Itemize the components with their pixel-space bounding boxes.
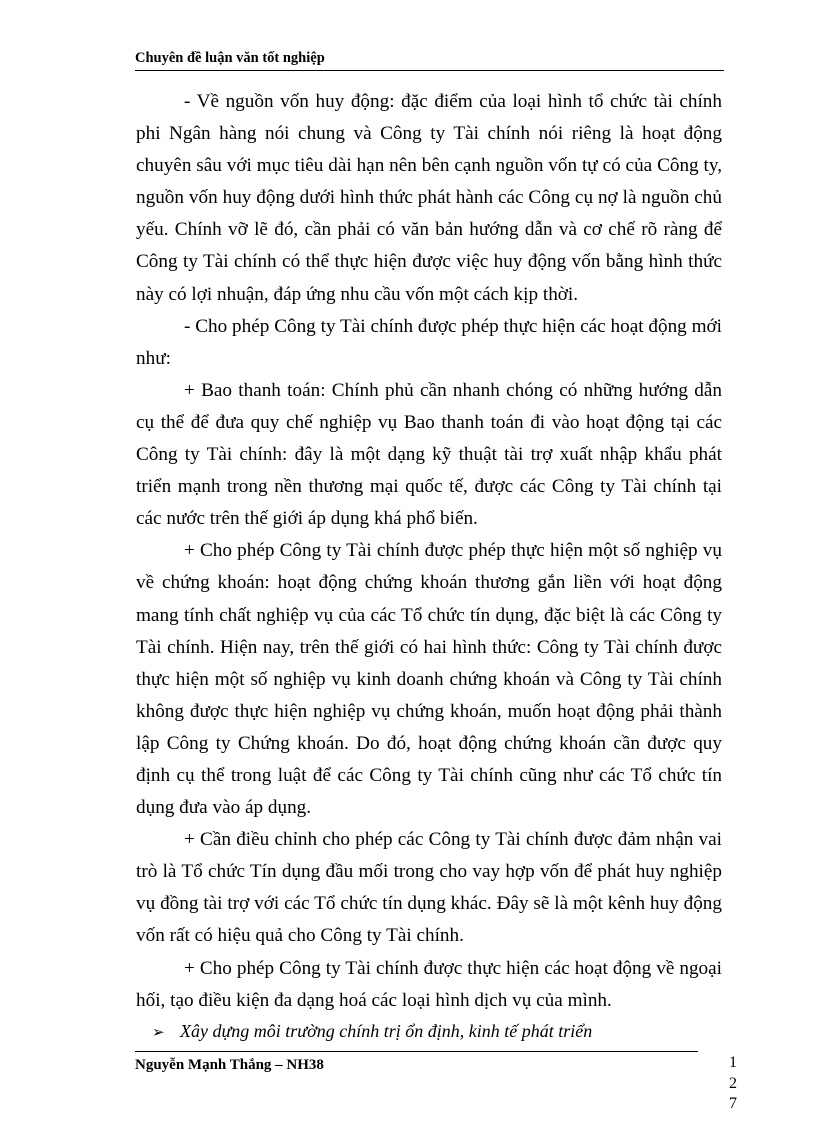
paragraph: + Cho phép Công ty Tài chính được thực hiện các hoạt động về ngoại hối, tạo điều kiện đa dạng hoá các loại hình dịch vụ của mình. [136, 957, 722, 1011]
section-bullet [152, 1017, 712, 1047]
bullet-text: Xây dựng môi trường chính trị ổn định, kinh tế phát triển [180, 1021, 593, 1041]
page-digit: 1 [729, 1054, 737, 1071]
paragraph: - Về nguồn vốn huy động: đặc điểm của loại hình tổ chức tài chính phi Ngân hàng nói chung và Công ty Tài chính nói riêng là hoạt động chuyên sâu với mục tiêu dài hạn nên bên cạnh nguồn vốn tự có của Công ty, nguồn vốn huy động dưới hình thức phát hành các Công cụ nợ là nguồn chủ yếu. Chính vỡ lẽ đó, cần phải có văn bản hướng dẫn và cơ chế rõ ràng để Công ty Tài chính có thể thực hiện được việc huy động vốn bằng hình thức này có lợi nhuận, đáp ứng nhu cầu vốn một cách kịp thời. [136, 91, 722, 305]
body-text [136, 86, 722, 1017]
page-number [725, 1053, 741, 1115]
arrow-bullet-icon: ➢ [152, 1025, 165, 1041]
header-title: Chuyên đề luận văn tốt nghiệp [135, 50, 325, 66]
paragraph: + Bao thanh toán: Chính phủ cần nhanh chóng có những hướng dẫn cụ thể để đưa quy chế nghiệp vụ Bao thanh toán đi vào hoạt động tại các Công ty Tài chính: đây là một dạng kỹ thuật tài trợ xuất nhập khẩu phát triển mạnh trong nền thương mại quốc tế, được các Công ty Tài chính tại các nước trên thế giới áp dụng khá phổ biến. [136, 379, 722, 530]
paragraph: - Cho phép Công ty Tài chính được phép thực hiện các hoạt động mới như: [136, 315, 722, 369]
page-digit: 2 [729, 1074, 737, 1092]
paragraph: + Cần điều chỉnh cho phép các Công ty Tài chính được đảm nhận vai trò là Tổ chức Tín dụng đầu mối trong cho vay hợp vốn để phát huy nghiệp vụ đồng tài trợ với các Tổ chức tín dụng khác. Đây sẽ là một kênh huy động vốn rất có hiệu quả cho Công ty Tài chính. [136, 829, 722, 947]
footer-divider [135, 1051, 698, 1052]
page-digit: 7 [729, 1095, 737, 1112]
footer-author: Nguyễn Mạnh Thắng – NH38 [135, 1057, 324, 1073]
page-header [135, 50, 724, 71]
paragraph: + Cho phép Công ty Tài chính được phép thực hiện một số nghiệp vụ về chứng khoán: hoạt động chứng khoán thương gắn liền với hoạt động mang tính chất nghiệp vụ của các Tổ chức tín dụng, đặc biệt là các Công ty Tài chính. Hiện nay, trên thế giới có hai hình thức: Công ty Tài chính được thực hiện một số nghiệp vụ kinh doanh chứng khoán và Công ty Tài chính không được thực hiện nghiệp vụ chứng khoán, muốn hoạt động phải thành lập Công ty Chứng khoán. Do đó, hoạt động chứng khoán cần được quy định cụ thể trong luật để các Công ty Tài chính cũng như các Tổ chức tín dụng đưa vào áp dụng. [136, 540, 722, 819]
